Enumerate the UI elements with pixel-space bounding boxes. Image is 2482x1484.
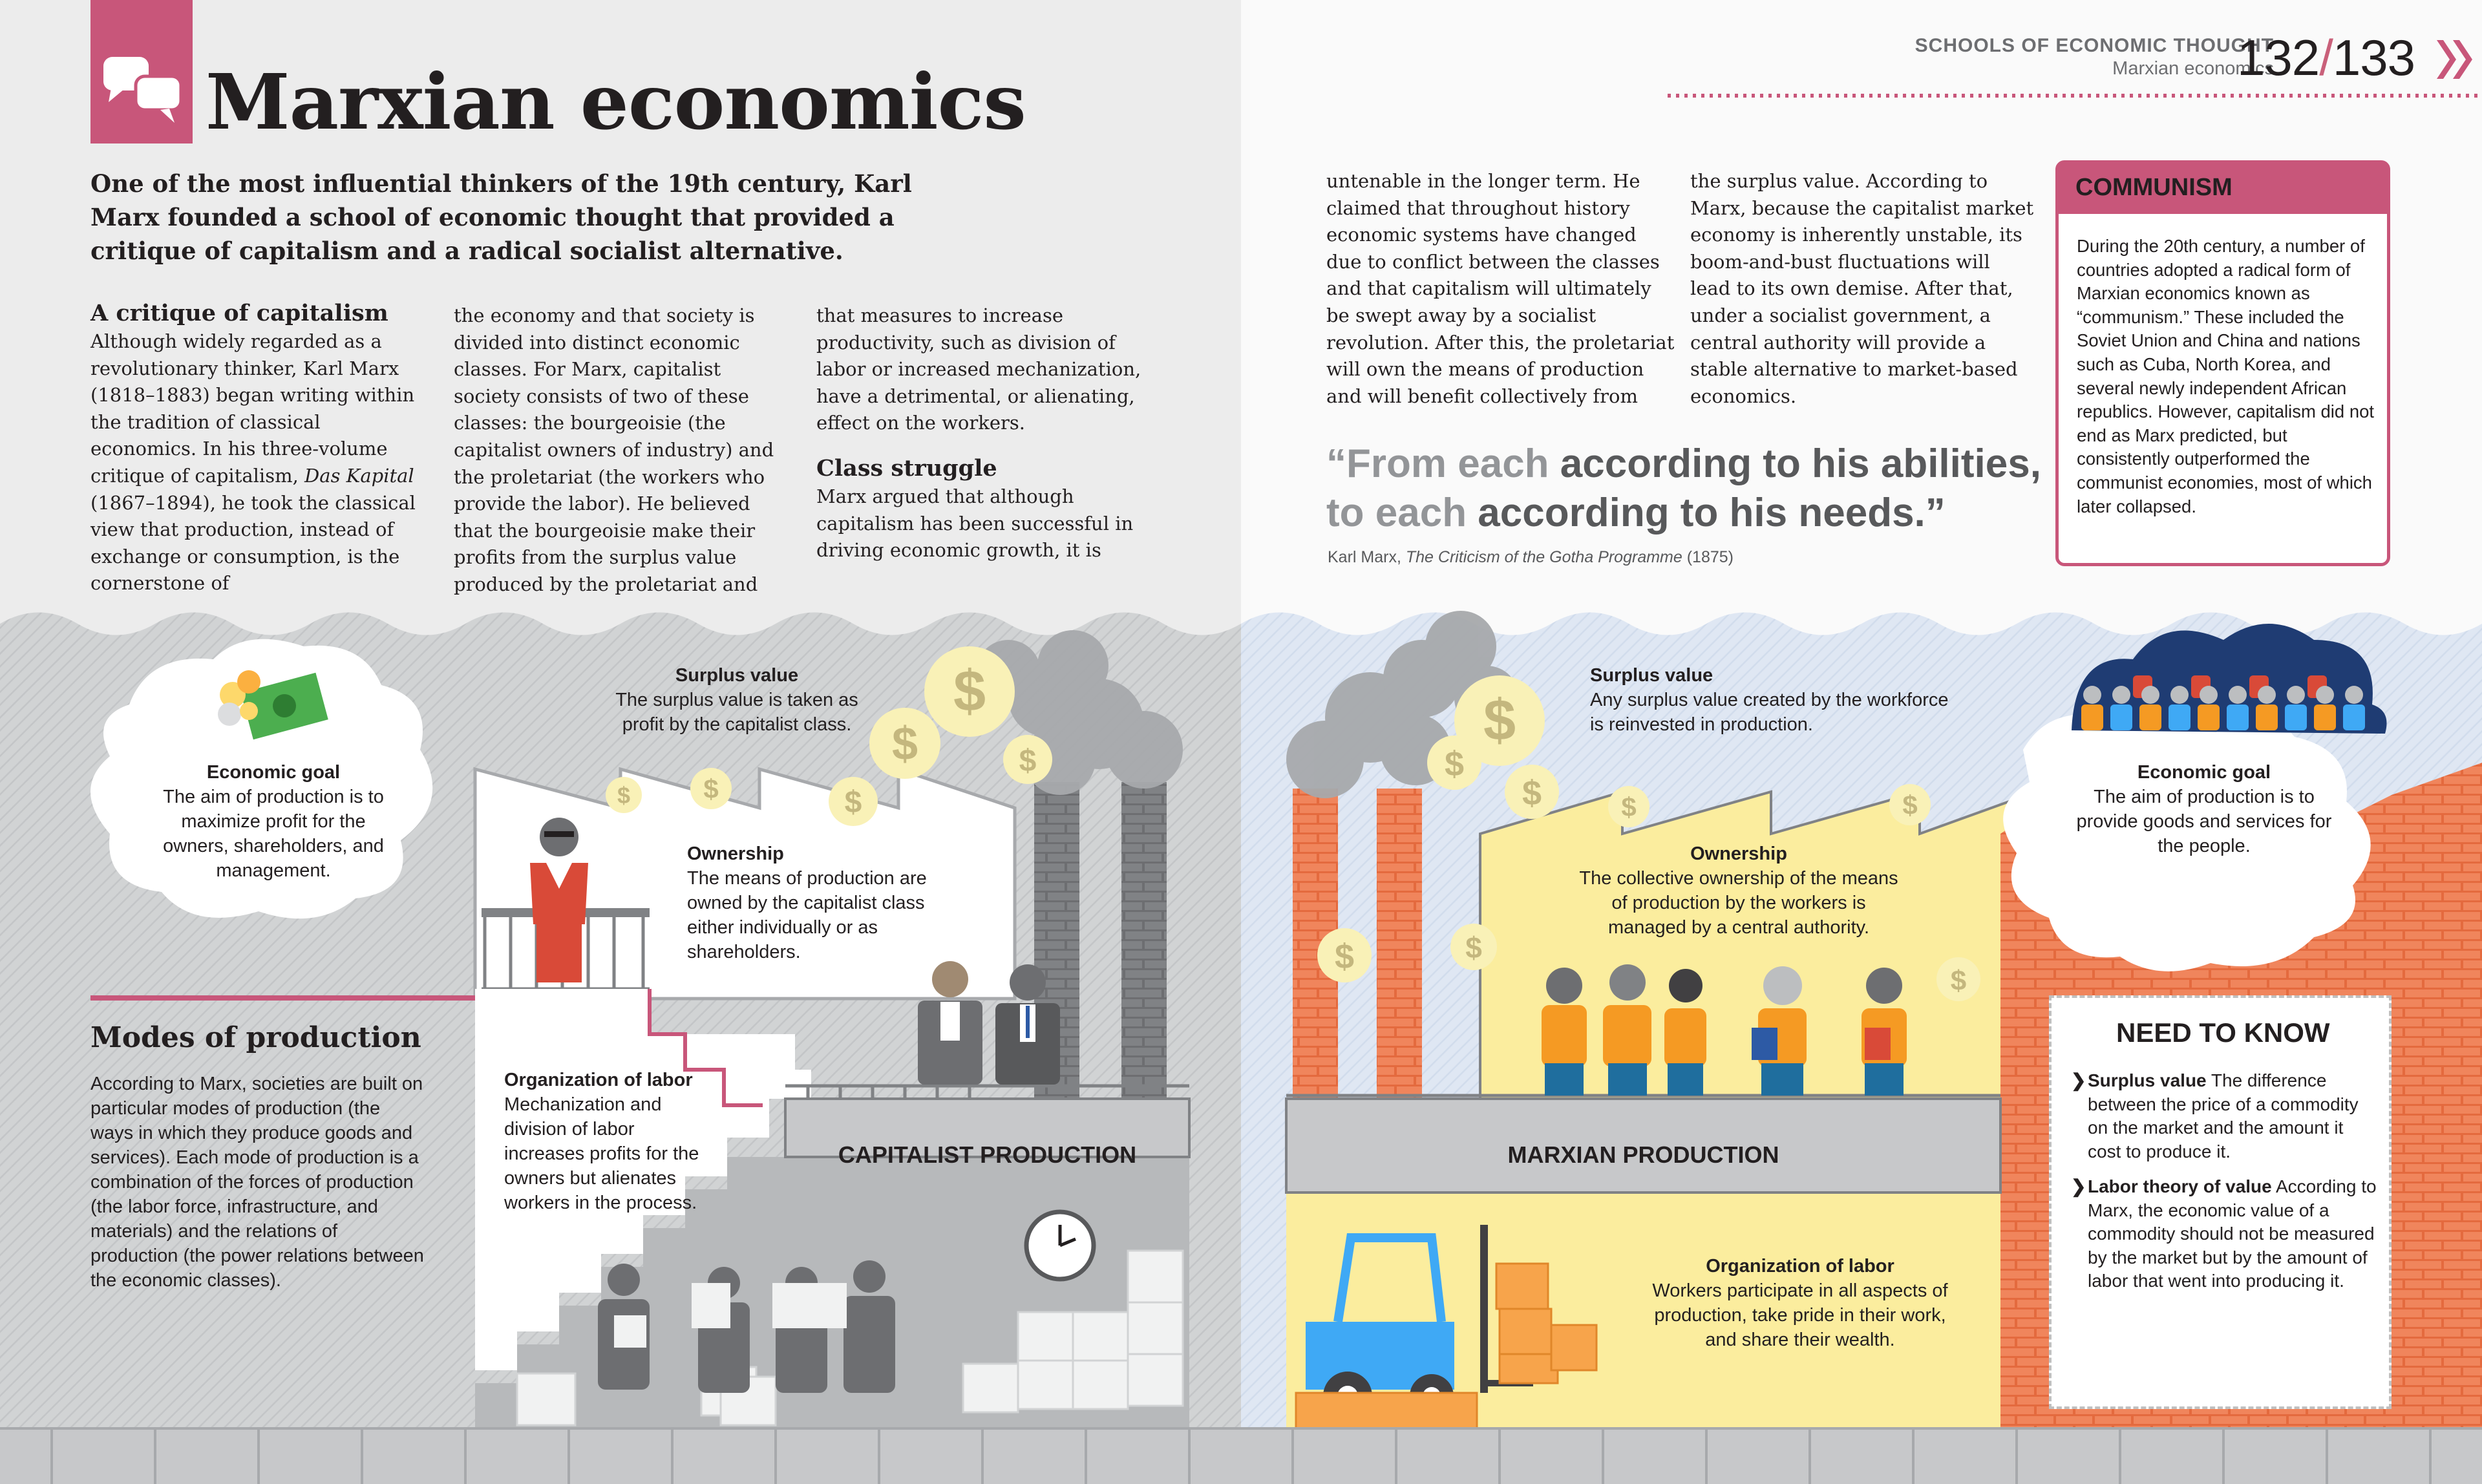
list-item: ❯ Surplus value The difference between the price of a commodity on the market and the amount it cost to produce it.: [2071, 1070, 2359, 1161]
svg-text:$: $: [1019, 744, 1037, 778]
capitalist-surplus-caption: Surplus value The surplus value is taken as profit by the capitalist class.: [615, 665, 858, 735]
body-column-2: [454, 302, 790, 599]
capitalist-production-label: CAPITALIST PRODUCTION: [838, 1141, 1137, 1168]
class-struggle-text-2: untenable in the longer term. He claimed that throughout history economic systems have changed due to conflict between the classes and that capitalism will ultimately be swept away by a socialist revolution. After this, the proletariat will own the means of production and will benefit collectively from: [1326, 170, 1675, 407]
page-title: Marxian economics: [206, 57, 1026, 147]
section-name: SCHOOLS OF ECONOMIC THOUGHT: [1915, 35, 2274, 56]
capitalist-labor-caption: Organization of labor Mechanization and division of labor increases profits for the owners but alienates workers in the process.: [504, 1070, 699, 1213]
page-separator: /: [2319, 29, 2333, 86]
body-column-4: [1326, 168, 1675, 410]
class-struggle-text-1: Marx argued that although capitalism has been successful in driving economic growth, it is: [816, 485, 1134, 562]
critique-text-1: Although widely regarded as a revolutionary thinker, Karl Marx (1818–1883) began writing within the tradition of classical economics. In his three-volume critique of capitalism, Das Kapital (1867–1894), he took the classical view that production, instead of exchange or consumption, is the cornerstone of: [90, 330, 416, 595]
svg-text:$: $: [1444, 745, 1465, 783]
capitalist-chimney: [1121, 782, 1167, 1118]
modes-divider: [90, 995, 472, 1001]
chevrons-icon: [2437, 40, 2472, 79]
check-icon: ✓: [2060, 1006, 2092, 1048]
marxian-production-label: MARXIAN PRODUCTION: [1507, 1141, 1779, 1168]
need-to-know-box: [2049, 995, 2392, 1409]
intro-text: One of the most influential thinkers of the 19th century, Karl Marx founded a school of economic thought that provided a critique of capitalism and a radical socialist alternative.: [90, 169, 912, 265]
svg-text:$: $: [1483, 688, 1516, 753]
page-left: 132: [2237, 29, 2320, 86]
critique-text-3: that measures to increase productivity, such as division of labor or increased mechanization, have a detrimental, or alienating, effect on the workers.: [816, 304, 1141, 434]
svg-text:$: $: [1334, 937, 1355, 976]
capitalist-ownership-caption: Ownership The means of production are owned by the capitalist class either individually or as shareholders.: [687, 843, 927, 962]
svg-text:$: $: [617, 782, 631, 809]
list-item: ❯ Labor theory of value According to Marx, the economic value of a commodity should not be measured by the market but by the amount of labor that went into producing it.: [2071, 1176, 2377, 1291]
page-right: 133: [2332, 29, 2415, 86]
marxian-goal-caption: Economic goal The aim of production is to provide goods and services for the people.: [2076, 762, 2332, 856]
critique-text-2: the economy and that society is divided into distinct economic classes. For Marx, capitalist society consists of two of these classes: the bourgeoisie (the capitalist owners of industry) and the proletariat (the workers who provide the labor). He believed that the bourgeoisie make their profits from the surplus value produced by the proletariat and: [454, 304, 774, 595]
svg-text:$: $: [891, 718, 918, 770]
body-column-1: [90, 299, 427, 597]
chevron-right-icon: ❯: [2071, 1176, 2086, 1196]
class-struggle-text-3: the surplus value. According to Marx, because the capitalist market economy is inherently unstable, its boom-and-bust fluctuations will lead to its own demise. After that, under a socialist government, a central authority will provide a stable alternative to market-based economics.: [1690, 170, 2034, 407]
capitalist-goal-caption: Economic goal The aim of production is to maximize profit for the owners, shareholders, and management.: [163, 762, 384, 881]
svg-text:$: $: [844, 785, 862, 820]
modes-text: According to Marx, societies are built on particular modes of production (the ways in which they produce goods and services). Each mode of production is a combination of the forces of production (the labor force, infrastructure, and materials) and the relations of production (the power relations between the economic classes).: [90, 1074, 424, 1291]
chevron-right-icon: ❯: [2071, 1070, 2086, 1090]
book-title: Das Kapital: [304, 464, 414, 487]
quote-source: Karl Marx, The Criticism of the Gotha Programme (1875): [1328, 548, 1734, 566]
svg-text:$: $: [703, 774, 719, 804]
marxian-labor-caption: Organization of labor Workers participate in all aspects of production, take pride in their work, and share their wealth.: [1652, 1256, 1948, 1350]
svg-text:$: $: [1522, 774, 1542, 812]
svg-text:$: $: [1950, 965, 1967, 997]
body-column-5: [1690, 168, 2036, 410]
communism-text: During the 20th century, a number of countries adopted a radical form of Marxian economics known as “communism.” These included the Soviet Union and China and nations such as Cuba, North Korea, and several newly independent African republics. However, capitalism did not end as Marx predicted, but consistently outperformed the communist economies, most of which later collapsed.: [2077, 236, 2375, 516]
svg-text:$: $: [1621, 792, 1637, 822]
marxian-ownership-caption: Ownership The collective ownership of the means of production by the workers is managed by a central authority.: [1579, 843, 1898, 938]
communism-heading: COMMUNISM: [2059, 164, 2387, 214]
class-struggle-heading: Class struggle: [816, 454, 997, 482]
communism-box: [2055, 160, 2390, 566]
marxian-chimney: [1377, 789, 1422, 1099]
svg-text:$: $: [953, 659, 986, 724]
page-numbers: [2237, 28, 2415, 87]
critique-heading: A critique of capitalism: [90, 300, 388, 326]
svg-text:$: $: [1465, 931, 1482, 964]
running-head: [1915, 35, 2274, 80]
svg-text:$: $: [1902, 790, 1918, 820]
body-column-3: [816, 302, 1152, 564]
pull-quote: “From each according to his abilities, to each according to his needs.”: [1326, 441, 2041, 535]
need-to-know-list: [2071, 1069, 2381, 1305]
marxian-surplus-caption: Surplus value Any surplus value created by the workforce is reinvested in production.: [1590, 665, 1949, 735]
modes-heading: Modes of production: [90, 1021, 421, 1054]
ground-strip: [0, 1428, 2482, 1484]
subsection-name: Marxian economics: [2112, 58, 2274, 79]
need-to-know-heading: NEED TO KNOW: [2116, 1017, 2330, 1048]
